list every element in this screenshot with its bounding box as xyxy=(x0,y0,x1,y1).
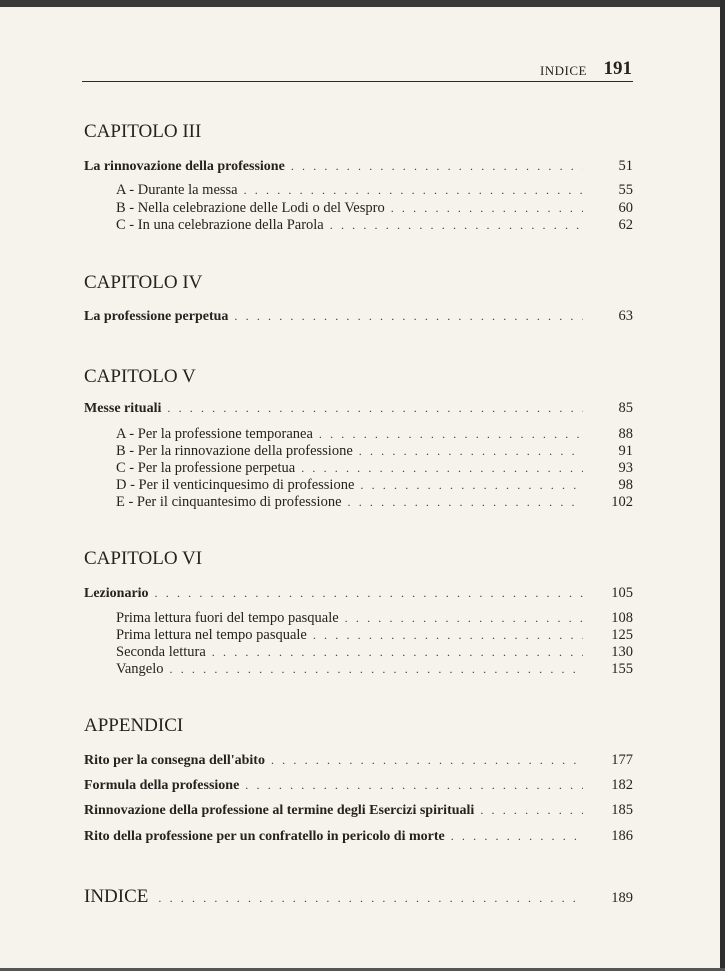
toc-entry-page: 130 xyxy=(611,644,633,660)
toc-entry xyxy=(84,585,633,604)
toc-entry-title: A - Durante la messa xyxy=(116,182,238,198)
header-rule xyxy=(82,81,633,82)
toc-entry-title: Vangelo xyxy=(116,661,164,677)
toc-entry-page: 105 xyxy=(611,585,633,601)
toc-entry-page: 63 xyxy=(618,308,633,324)
toc-entry-title: La rinnovazione della professione xyxy=(84,159,285,174)
toc-entry-indice xyxy=(84,886,633,910)
toc-entry-page: 186 xyxy=(611,828,633,844)
toc-entry-page: 182 xyxy=(611,777,633,793)
dot-leader xyxy=(291,159,583,174)
running-head-label: INDICE xyxy=(539,63,587,78)
scan-top-edge xyxy=(0,0,725,7)
toc-entry-page: 91 xyxy=(618,443,633,459)
toc-subentry xyxy=(116,661,633,680)
toc-subentry xyxy=(116,494,633,513)
toc-entry-title: La professione perpetua xyxy=(84,309,229,324)
toc-entry-page: 85 xyxy=(618,400,633,416)
toc-entry xyxy=(84,400,633,419)
toc-subentry xyxy=(116,182,633,201)
chapter-heading: CAPITOLO IV xyxy=(84,272,203,293)
toc-entry-title: B - Per la rinnovazione della professione xyxy=(116,443,353,459)
dot-leader xyxy=(170,662,583,677)
dot-leader xyxy=(348,495,583,510)
dot-leader xyxy=(245,778,583,793)
toc-entry-title: E - Per il cinquantesimo di professione xyxy=(116,494,342,510)
dot-leader xyxy=(480,803,583,818)
dot-leader xyxy=(330,218,583,233)
toc-entry xyxy=(84,752,633,771)
toc-entry-title: Prima lettura fuori del tempo pasquale xyxy=(116,610,339,626)
chapter-heading: CAPITOLO III xyxy=(84,121,202,142)
toc-entry-page: 125 xyxy=(611,627,633,643)
toc-entry xyxy=(84,802,633,821)
toc-entry-page: 155 xyxy=(611,661,633,677)
running-head xyxy=(84,58,633,80)
dot-leader xyxy=(244,183,583,198)
toc-entry-title: Rito per la consegna dell'abito xyxy=(84,753,265,768)
toc-entry-page: 93 xyxy=(618,460,633,476)
dot-leader xyxy=(313,628,583,643)
dot-leader xyxy=(167,401,583,416)
toc-entry-page: 189 xyxy=(611,890,633,906)
dot-leader xyxy=(391,201,583,216)
dot-leader xyxy=(359,444,583,459)
toc-entry-title: Seconda lettura xyxy=(116,644,206,660)
chapter-heading: CAPITOLO VI xyxy=(84,548,203,569)
toc-entry-page: 62 xyxy=(618,217,633,233)
dot-leader xyxy=(158,891,583,906)
chapter-heading: CAPITOLO V xyxy=(84,366,196,387)
toc-entry-page: 98 xyxy=(618,477,633,493)
dot-leader xyxy=(271,753,583,768)
dot-leader xyxy=(319,427,583,442)
toc-entry xyxy=(84,308,633,327)
toc-entry-title: C - Per la professione perpetua xyxy=(116,460,296,476)
dot-leader xyxy=(212,645,583,660)
toc-entry-title: Rinnovazione della professione al termine degli Esercizi spirituali xyxy=(84,803,475,818)
toc-entry-page: 108 xyxy=(611,610,633,626)
toc-entry-page: 60 xyxy=(618,200,633,216)
chapter-heading: APPENDICI xyxy=(84,715,184,736)
toc-entry-page: 185 xyxy=(611,802,633,818)
toc-entry-title: INDICE xyxy=(84,886,149,907)
toc-entry xyxy=(84,828,633,847)
dot-leader xyxy=(451,829,583,844)
toc-entry-title: Messe rituali xyxy=(84,401,162,416)
toc-entry xyxy=(84,158,633,177)
toc-entry-title: B - Nella celebrazione delle Lodi o del Vespro xyxy=(116,200,385,216)
toc-entry-title: D - Per il venticinquesimo di professione xyxy=(116,477,355,493)
dot-leader xyxy=(234,309,583,324)
toc-entry-title: Rito della professione per un confratello in pericolo di morte xyxy=(84,829,445,844)
toc-entry-page: 177 xyxy=(611,752,633,768)
dot-leader xyxy=(301,461,583,476)
toc-entry-page: 55 xyxy=(618,182,633,198)
toc-entry-page: 51 xyxy=(618,158,633,174)
toc-entry-title: C - In una celebrazione della Parola xyxy=(116,217,324,233)
scan-right-edge xyxy=(720,0,725,971)
toc-entry-title: Formula della professione xyxy=(84,778,240,793)
dot-leader xyxy=(360,478,583,493)
toc-entry-title: Lezionario xyxy=(84,586,149,601)
toc-entry-page: 88 xyxy=(618,426,633,442)
dot-leader xyxy=(155,586,583,601)
toc-entry-title: Prima lettura nel tempo pasquale xyxy=(116,627,307,643)
toc-entry-title: A - Per la professione temporanea xyxy=(116,426,313,442)
toc-entry-page: 102 xyxy=(611,494,633,510)
toc-entry xyxy=(84,777,633,796)
page-number: 191 xyxy=(603,58,632,79)
dot-leader xyxy=(345,611,583,626)
toc-subentry xyxy=(116,217,633,236)
